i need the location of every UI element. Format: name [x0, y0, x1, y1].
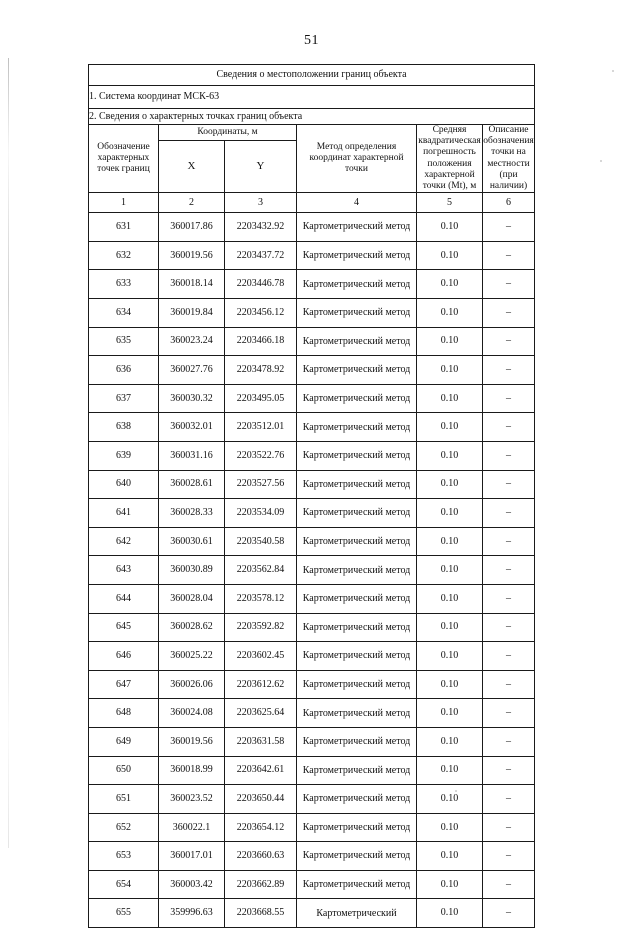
cell-mt-error: 0.10	[417, 642, 483, 671]
cell-y: 2203592.82	[225, 613, 297, 642]
cell-y: 2203650.44	[225, 785, 297, 814]
cell-y: 2203612.62	[225, 670, 297, 699]
cell-description: –	[483, 785, 535, 814]
cell-y: 2203602.45	[225, 642, 297, 671]
cell-description: –	[483, 270, 535, 299]
cell-mt-error: 0.10	[417, 241, 483, 270]
table-body	[89, 65, 535, 928]
cell-y: 2203540.58	[225, 527, 297, 556]
cell-x: 360028.62	[159, 613, 225, 642]
cell-method: Картометрический метод	[297, 556, 417, 585]
cell-point-designation: 646	[89, 642, 159, 671]
table-row	[89, 813, 535, 842]
cell-description: –	[483, 384, 535, 413]
cell-mt-error: 0.10	[417, 870, 483, 899]
cell-x: 360022.1	[159, 813, 225, 842]
cell-x: 360019.56	[159, 241, 225, 270]
cell-mt-error: 0.10	[417, 213, 483, 242]
cell-x: 360024.08	[159, 699, 225, 728]
cell-point-designation: 645	[89, 613, 159, 642]
table-row	[89, 413, 535, 442]
cell-method: Картометрический метод	[297, 642, 417, 671]
cell-point-designation: 643	[89, 556, 159, 585]
cell-mt-error: 0.10	[417, 899, 483, 928]
cell-mt-error: 0.10	[417, 327, 483, 356]
table-row	[89, 213, 535, 242]
cell-point-designation: 642	[89, 527, 159, 556]
table-row	[89, 299, 535, 328]
header-point-designation: Обозначение характерных точек границ	[89, 125, 159, 193]
cell-x: 360017.86	[159, 213, 225, 242]
cell-mt-error: 0.10	[417, 270, 483, 299]
cell-mt-error: 0.10	[417, 441, 483, 470]
cell-description: –	[483, 813, 535, 842]
cell-method: Картометрический метод	[297, 842, 417, 871]
coordinate-system-row	[89, 86, 535, 109]
cell-x: 360018.14	[159, 270, 225, 299]
table-row	[89, 642, 535, 671]
cell-point-designation: 644	[89, 584, 159, 613]
cell-x: 360019.84	[159, 299, 225, 328]
cell-description: –	[483, 584, 535, 613]
cell-mt-error: 0.10	[417, 785, 483, 814]
cell-method: Картометрический метод	[297, 327, 417, 356]
header-row-top	[89, 125, 535, 141]
cell-method: Картометрический метод	[297, 413, 417, 442]
cell-mt-error: 0.10	[417, 470, 483, 499]
table-row	[89, 613, 535, 642]
table-row	[89, 785, 535, 814]
table-row	[89, 870, 535, 899]
column-number-5: 5	[417, 193, 483, 213]
header-method: Метод определения координат характерной точки	[297, 125, 417, 193]
cell-point-designation: 639	[89, 441, 159, 470]
boundary-points-table	[88, 64, 535, 928]
cell-x: 360028.61	[159, 470, 225, 499]
cell-method: Картометрический метод	[297, 441, 417, 470]
cell-y: 2203512.01	[225, 413, 297, 442]
cell-method: Картометрический метод	[297, 270, 417, 299]
cell-y: 2203654.12	[225, 813, 297, 842]
cell-mt-error: 0.10	[417, 527, 483, 556]
cell-y: 2203668.55	[225, 899, 297, 928]
cell-method: Картометрический метод	[297, 213, 417, 242]
cell-mt-error: 0.10	[417, 499, 483, 528]
cell-point-designation: 652	[89, 813, 159, 842]
cell-description: –	[483, 241, 535, 270]
header-x: X	[159, 140, 225, 193]
table-row	[89, 556, 535, 585]
cell-x: 360030.32	[159, 384, 225, 413]
page-number: 51	[304, 33, 319, 48]
table-row	[89, 699, 535, 728]
cell-description: –	[483, 613, 535, 642]
cell-point-designation: 653	[89, 842, 159, 871]
cell-y: 2203625.64	[225, 699, 297, 728]
cell-point-designation: 641	[89, 499, 159, 528]
cell-y: 2203446.78	[225, 270, 297, 299]
cell-point-designation: 636	[89, 356, 159, 385]
cell-description: –	[483, 899, 535, 928]
table-row	[89, 842, 535, 871]
header-y: Y	[225, 140, 297, 193]
table-row	[89, 356, 535, 385]
cell-description: –	[483, 642, 535, 671]
cell-x: 360023.52	[159, 785, 225, 814]
cell-y: 2203662.89	[225, 870, 297, 899]
cell-y: 2203495.05	[225, 384, 297, 413]
cell-y: 2203466.18	[225, 327, 297, 356]
column-number-6: 6	[483, 193, 535, 213]
cell-mt-error: 0.10	[417, 384, 483, 413]
cell-point-designation: 648	[89, 699, 159, 728]
cell-point-designation: 649	[89, 727, 159, 756]
table-title: Сведения о местоположении границ объекта	[89, 65, 535, 86]
cell-x: 360031.16	[159, 441, 225, 470]
cell-x: 359996.63	[159, 899, 225, 928]
cell-method: Картометрический метод	[297, 870, 417, 899]
cell-x: 360018.99	[159, 756, 225, 785]
cell-mt-error: 0.10	[417, 413, 483, 442]
cell-description: –	[483, 470, 535, 499]
cell-y: 2203642.61	[225, 756, 297, 785]
cell-y: 2203660.63	[225, 842, 297, 871]
cell-method: Картометрический метод	[297, 613, 417, 642]
cell-point-designation: 647	[89, 670, 159, 699]
cell-mt-error: 0.10	[417, 356, 483, 385]
scanner-speck	[600, 160, 602, 162]
cell-y: 2203432.92	[225, 213, 297, 242]
cell-method: Картометрический метод	[297, 527, 417, 556]
cell-mt-error: 0.10	[417, 727, 483, 756]
cell-point-designation: 654	[89, 870, 159, 899]
cell-method: Картометрический	[297, 899, 417, 928]
cell-y: 2203437.72	[225, 241, 297, 270]
column-number-1: 1	[89, 193, 159, 213]
cell-method: Картометрический метод	[297, 299, 417, 328]
cell-y: 2203578.12	[225, 584, 297, 613]
table-row	[89, 470, 535, 499]
cell-method: Картометрический метод	[297, 756, 417, 785]
cell-method: Картометрический метод	[297, 785, 417, 814]
cell-mt-error: 0.10	[417, 813, 483, 842]
table-row	[89, 756, 535, 785]
cell-mt-error: 0.10	[417, 299, 483, 328]
cell-description: –	[483, 213, 535, 242]
cell-method: Картометрический метод	[297, 384, 417, 413]
section-heading-label: 2. Сведения о характерных точках границ объекта	[89, 109, 535, 125]
cell-description: –	[483, 556, 535, 585]
cell-x: 360032.01	[159, 413, 225, 442]
cell-description: –	[483, 413, 535, 442]
section-heading-row	[89, 109, 535, 125]
table-row	[89, 499, 535, 528]
cell-description: –	[483, 699, 535, 728]
table-title-row	[89, 65, 535, 86]
cell-y: 2203527.56	[225, 470, 297, 499]
cell-description: –	[483, 499, 535, 528]
scanner-artifact-line	[8, 58, 9, 848]
table-row	[89, 727, 535, 756]
cell-mt-error: 0.10	[417, 699, 483, 728]
header-coordinates-group: Координаты, м	[159, 125, 297, 141]
table-row	[89, 899, 535, 928]
cell-method: Картометрический метод	[297, 699, 417, 728]
cell-method: Картометрический метод	[297, 241, 417, 270]
cell-mt-error: 0.10	[417, 756, 483, 785]
table-row	[89, 441, 535, 470]
cell-x: 360027.76	[159, 356, 225, 385]
cell-y: 2203534.09	[225, 499, 297, 528]
table-row	[89, 584, 535, 613]
cell-description: –	[483, 670, 535, 699]
cell-point-designation: 637	[89, 384, 159, 413]
table-row	[89, 670, 535, 699]
cell-y: 2203478.92	[225, 356, 297, 385]
column-number-3: 3	[225, 193, 297, 213]
cell-point-designation: 631	[89, 213, 159, 242]
cell-method: Картометрический метод	[297, 727, 417, 756]
cell-description: –	[483, 870, 535, 899]
table-row	[89, 527, 535, 556]
cell-y: 2203456.12	[225, 299, 297, 328]
cell-mt-error: 0.10	[417, 584, 483, 613]
header-description: Описание обозначения точки на местности (при наличии)	[483, 125, 534, 192]
table-row	[89, 327, 535, 356]
cell-method: Картометрический метод	[297, 499, 417, 528]
scanner-speck	[612, 70, 614, 72]
cell-description: –	[483, 756, 535, 785]
cell-description: –	[483, 299, 535, 328]
column-number-2: 2	[159, 193, 225, 213]
cell-x: 360003.42	[159, 870, 225, 899]
coordinate-system-label: 1. Система координат МСК-63	[89, 86, 535, 109]
cell-description: –	[483, 441, 535, 470]
cell-mt-error: 0.10	[417, 556, 483, 585]
header-mt-error: Средняя квадратическая погрешность положения характерной точки (Мt), м	[418, 125, 481, 192]
column-number-row	[89, 193, 535, 213]
cell-point-designation: 640	[89, 470, 159, 499]
cell-x: 360023.24	[159, 327, 225, 356]
cell-x: 360017.01	[159, 842, 225, 871]
cell-x: 360028.04	[159, 584, 225, 613]
table-row	[89, 241, 535, 270]
cell-method: Картометрический метод	[297, 584, 417, 613]
cell-point-designation: 633	[89, 270, 159, 299]
cell-point-designation: 650	[89, 756, 159, 785]
cell-x: 360019.56	[159, 727, 225, 756]
cell-x: 360028.33	[159, 499, 225, 528]
cell-mt-error: 0.10	[417, 842, 483, 871]
cell-description: –	[483, 842, 535, 871]
table-row	[89, 384, 535, 413]
cell-point-designation: 634	[89, 299, 159, 328]
cell-point-designation: 651	[89, 785, 159, 814]
cell-x: 360030.61	[159, 527, 225, 556]
cell-description: –	[483, 727, 535, 756]
cell-description: –	[483, 356, 535, 385]
cell-x: 360025.22	[159, 642, 225, 671]
cell-y: 2203562.84	[225, 556, 297, 585]
cell-method: Картометрический метод	[297, 813, 417, 842]
cell-point-designation: 638	[89, 413, 159, 442]
column-number-4: 4	[297, 193, 417, 213]
cell-point-designation: 655	[89, 899, 159, 928]
cell-y: 2203522.76	[225, 441, 297, 470]
cell-point-designation: 635	[89, 327, 159, 356]
cell-method: Картометрический метод	[297, 470, 417, 499]
cell-x: 360026.06	[159, 670, 225, 699]
cell-point-designation: 632	[89, 241, 159, 270]
cell-method: Картометрический метод	[297, 670, 417, 699]
cell-mt-error: 0.10	[417, 613, 483, 642]
cell-method: Картометрический метод	[297, 356, 417, 385]
cell-description: –	[483, 327, 535, 356]
cell-x: 360030.89	[159, 556, 225, 585]
table-row	[89, 270, 535, 299]
cell-description: –	[483, 527, 535, 556]
cell-mt-error: 0.10	[417, 670, 483, 699]
cell-y: 2203631.58	[225, 727, 297, 756]
